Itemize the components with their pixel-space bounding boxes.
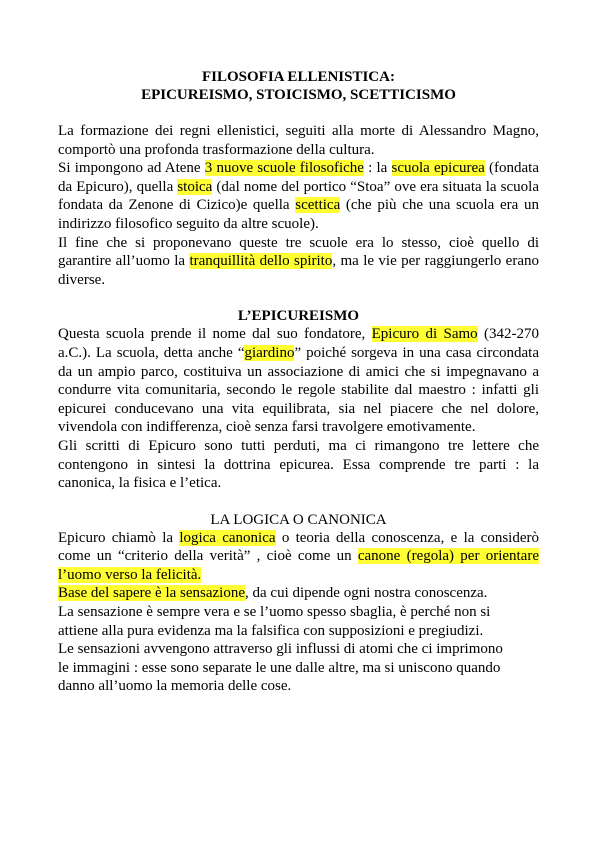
spacer xyxy=(58,493,539,511)
section-heading-epicureismo: L’EPICUREISMO xyxy=(237,308,360,325)
section-heading-logica: LA LOGICA O CANONICA xyxy=(210,511,387,528)
spacer xyxy=(58,289,539,307)
text-run: ” poiché sorgeva in una casa circondata da un ampio parco, costituiva un associazione di amici che si impegnavano a condurre vita comunitaria, secondo le regole stabilite dal maestro : infatti gli epicurei conducevano una vita equilibrata, sia nel piacere che nel dolore, vivendola con indifferenza, cioè senza farsi travolgere emotivamente. xyxy=(58,344,539,436)
title-line-2: EPICUREISMO, STOICISMO, SCETTICISMO xyxy=(141,87,456,103)
highlight-base-del-sapere: Base del sapere è la sensazione xyxy=(58,585,245,602)
epicureismo-paragraph-2: Gli scritti di Epicuro sono tutti perduti, ma ci rimangono tre lettere che contengono in sintesi la dottrina epicurea. Essa comprende tre parti : la canonica, la fisica e l’etica. xyxy=(58,437,539,492)
highlight-giardino: giardino xyxy=(244,344,295,361)
text-run: Si impongono ad Atene xyxy=(58,160,205,177)
text-run: Epicuro chiamò la xyxy=(58,529,180,546)
text-run: o teoria della conoscenza, e la considerò come un “criterio della verità” , cioè come un xyxy=(58,529,539,565)
highlight-stoic: stoica xyxy=(177,178,213,195)
text-run: Il fine che si proponevano queste tre scuole era lo stesso, cioè quello di garantire all’uomo la xyxy=(58,234,539,270)
text-line: danno all’uomo la memoria delle cose. xyxy=(58,678,292,695)
text-line: le immagini : esse sono separate le une dalle altre, ma si uniscono quando xyxy=(58,659,501,676)
text-run: (dal nome del portico “Stoa” ove era situata la scuola fondata da Zenone di Cizico)e quella xyxy=(58,178,539,214)
logica-paragraph-3 xyxy=(58,603,539,640)
title-line-1: FILOSOFIA ELLENISTICA: xyxy=(202,69,395,85)
highlight-canone: canone (regola) per orientare l’uomo verso la felicità. xyxy=(58,548,539,583)
text-run: , da cui dipende ogni nostra conoscenza. xyxy=(245,585,488,602)
text-line: La sensazione è sempre vera e se l’uomo spesso sbaglia, è perché non si xyxy=(58,604,491,621)
text-run: Questa scuola prende il nome dal suo fondatore, xyxy=(58,326,372,343)
text-line: attiene alla pura evidenza ma la falsifica con supposizioni e pregiudizi. xyxy=(58,622,484,639)
text-line: Le sensazioni avvengono attraverso gli influssi di atomi che ci imprimono xyxy=(58,641,503,658)
logica-paragraph-2 xyxy=(58,584,539,603)
highlight-logica-canonica: logica canonica xyxy=(179,529,276,546)
text-run: (fondata da Epicuro), quella xyxy=(58,160,539,195)
spacer xyxy=(58,104,539,122)
highlight-tranquility: tranquillità dello spirito xyxy=(189,253,333,270)
document-page xyxy=(58,68,539,696)
intro-paragraph-3 xyxy=(58,234,539,290)
logica-paragraph-4 xyxy=(58,640,539,696)
highlight-three-schools: 3 nuove scuole filosofiche xyxy=(204,160,364,177)
intro-paragraph-2 xyxy=(58,159,539,233)
text-run: : la xyxy=(363,160,392,177)
logica-paragraph-1 xyxy=(58,529,539,585)
text-run: (che più che una scuola era un indirizzo filosofico seguito da altre scuole). xyxy=(58,197,539,232)
highlight-epicurean-school: scuola epicurea xyxy=(391,160,485,177)
epicureismo-paragraph-1 xyxy=(58,325,539,437)
highlight-epicuro-di-samo: Epicuro di Samo xyxy=(371,326,478,343)
text-run: , ma le vie per raggiungerlo erano diverse. xyxy=(58,253,539,288)
text-run: (342-270 a.C.). La scuola, detta anche “ xyxy=(58,326,539,361)
document-title xyxy=(58,68,539,104)
highlight-skeptic: scettica xyxy=(295,197,341,214)
intro-paragraph-1: La formazione dei regni ellenistici, seguiti alla morte di Alessandro Magno, comportò una profonda trasformazione della cultura. xyxy=(58,123,539,158)
